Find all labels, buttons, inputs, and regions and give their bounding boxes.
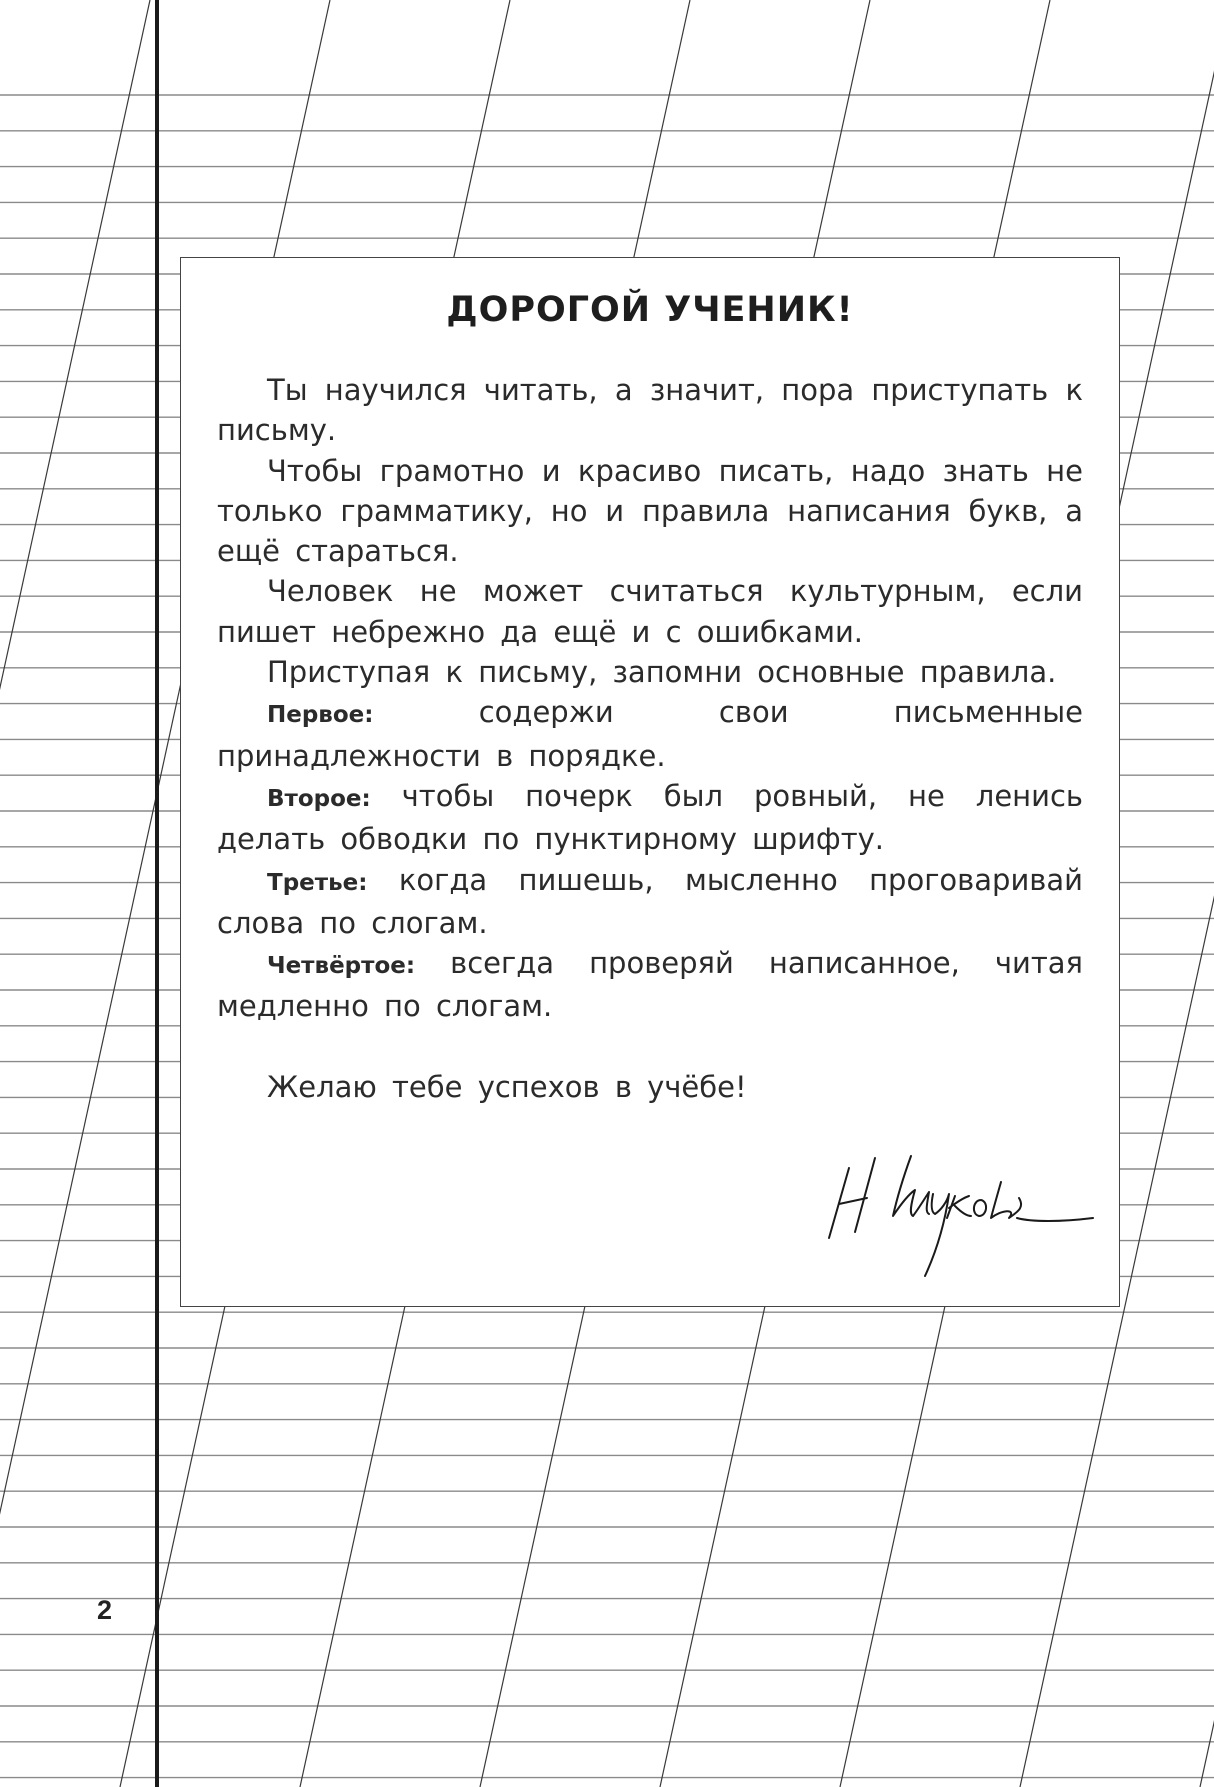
page-number: 2: [97, 1595, 113, 1625]
rule-item: [217, 860, 1083, 944]
rule-item: [217, 692, 1083, 776]
rule-text: всегда проверяй написанное, читая медленно по слогам.: [217, 946, 1083, 1024]
letter-body: [217, 370, 1083, 1107]
author-signature: [821, 1138, 1101, 1278]
slant-guide-line: [0, 0, 150, 1787]
rule-item: [217, 776, 1083, 860]
letter-box: [180, 257, 1120, 1307]
rule-label: Третье:: [267, 869, 368, 896]
margin-line: [155, 0, 159, 1787]
letter-paragraph: Приступая к письму, запомни основные правила.: [267, 655, 1057, 690]
rule-label: Четвёртое:: [267, 953, 416, 980]
closing-line: Желаю тебе успехов в учёбе!: [267, 1069, 747, 1104]
letter-paragraph: Человек не может считаться культурным, если пишет небрежно да ещё и с ошибками.: [217, 574, 1083, 649]
rule-text: когда пишешь, мысленно проговаривай слова по слогам.: [217, 862, 1084, 940]
rule-text: чтобы почерк был ровный, не ленись делать обводки по пунктирному шрифту.: [217, 778, 1084, 857]
rule-label: Второе:: [267, 785, 371, 812]
letter-paragraph: Ты научился читать, а значит, пора приступать к письму.: [217, 373, 1083, 448]
slant-guide-line: [1200, 0, 1214, 1787]
letter-paragraph: Чтобы грамотно и красиво писать, надо знать не только грамматику, но и правила написания букв, а ещё стараться.: [217, 453, 1083, 569]
rule-text: содержи свои письменные принадлежности в порядке.: [217, 695, 1084, 773]
rule-item: [217, 943, 1083, 1027]
rule-label: Первое:: [267, 702, 374, 729]
letter-title: ДОРОГОЙ УЧЕНИК!: [446, 290, 854, 330]
